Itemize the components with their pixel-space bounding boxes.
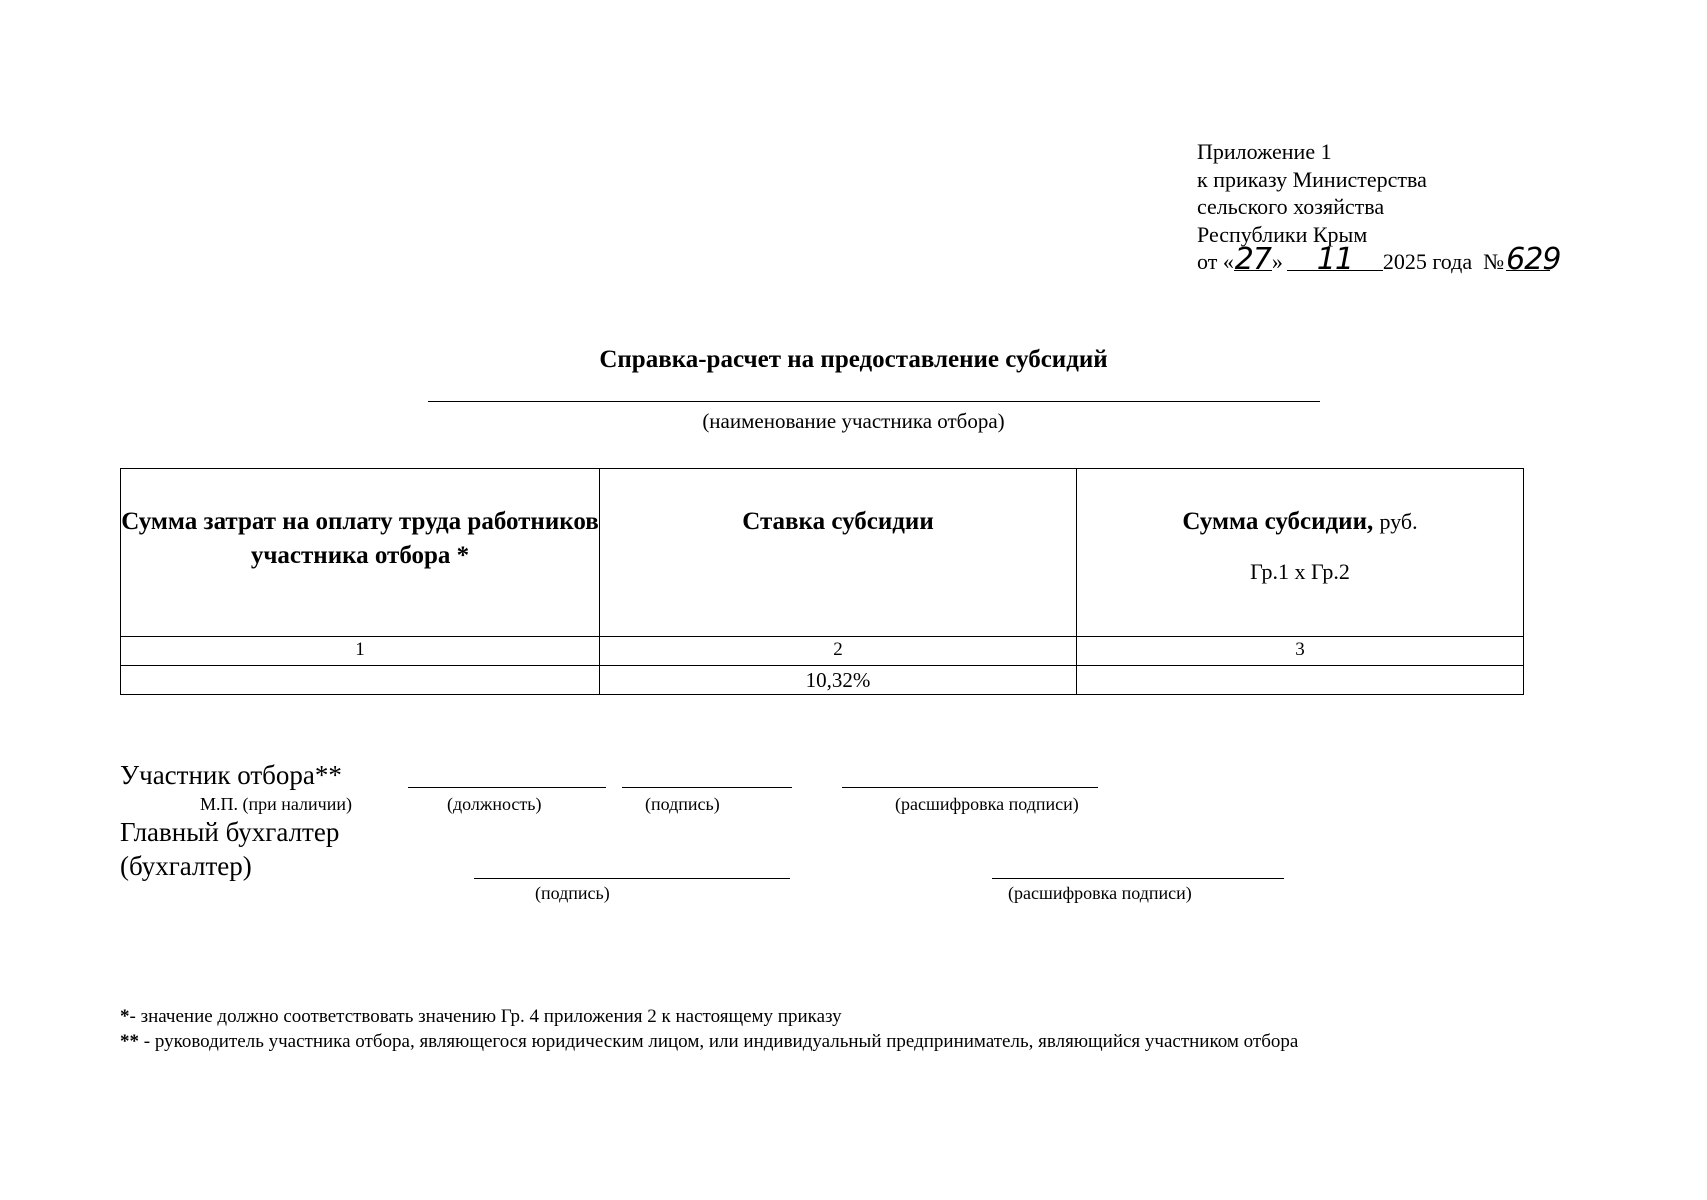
header-subsidy-amount: Сумма субсидии,: [1182, 508, 1374, 535]
handwritten-day: 27: [1234, 242, 1271, 277]
decoding-caption: (расшифровка подписи): [895, 794, 1079, 814]
signature-caption: (подпись): [645, 794, 720, 814]
accountant-label-note: (бухгалтер): [120, 851, 252, 881]
signature-line: [622, 787, 792, 788]
republic-line: Республики Крым: [1197, 221, 1368, 247]
number-sign: №: [1483, 249, 1505, 274]
appendix-number: Приложение 1: [1197, 139, 1332, 164]
footnote-2: [120, 1031, 1298, 1053]
header-unit: руб.: [1379, 509, 1418, 534]
footnote-mark: **: [120, 1031, 139, 1052]
header-cell-subsidy-amount: [1077, 469, 1524, 637]
header-cell-labor-costs: [121, 469, 600, 637]
column-numbers-row: [121, 637, 1524, 666]
participant-name-caption: (наименование участника отбора): [702, 409, 1005, 433]
footnote-text: - значение должно соответствовать значению Гр. 4 приложения 2 к настоящему приказу: [129, 1006, 842, 1027]
header-subsidy-amount-wrap: [1077, 505, 1523, 539]
header-formula: Гр.1 х Гр.2: [1250, 559, 1350, 584]
handwritten-order-number: 629: [1506, 242, 1561, 277]
participant-label: Участник отбора**: [120, 760, 342, 790]
column-number: 2: [600, 637, 1077, 666]
handwritten-month: 11: [1287, 250, 1383, 271]
footnote-text: - руководитель участника отбора, являющегося юридическим лицом, или индивидуальный предприниматель, являющийся участником отбора: [139, 1031, 1299, 1052]
year-text: 2025 года: [1382, 249, 1473, 274]
column-number: 1: [121, 637, 600, 666]
appendix-header: [1197, 138, 1657, 276]
accountant-decoding-line: [992, 878, 1284, 879]
date-prefix: от «: [1197, 249, 1234, 274]
values-row: [121, 666, 1524, 695]
subsidy-amount-value: [1077, 666, 1524, 695]
ministry-line: сельского хозяйства: [1197, 194, 1385, 219]
footnote-1: [120, 1006, 842, 1028]
header-cell-subsidy-rate: [600, 469, 1077, 637]
subsidy-calculation-table: [120, 468, 1524, 695]
labor-costs-value: [121, 666, 600, 695]
position-caption: (должность): [447, 794, 542, 814]
subsidy-rate-value: 10,32%: [600, 666, 1077, 695]
accountant-signature-line: [474, 878, 790, 879]
accountant-signature-caption: (подпись): [535, 883, 610, 903]
order-date-line: [1197, 242, 1657, 277]
header-labor-costs: Сумма затрат на оплату труда работников участника отбора *: [121, 508, 599, 569]
document-title: Справка-расчет на предоставление субсидий: [599, 346, 1108, 373]
participant-name-line: [428, 401, 1320, 402]
decoding-line: [842, 787, 1098, 788]
accountant-decoding-caption: (расшифровка подписи): [1008, 883, 1192, 903]
order-reference-line: к приказу Министерства: [1197, 166, 1427, 192]
header-subsidy-rate: Ставка субсидии: [742, 508, 934, 535]
table-header-row: [121, 469, 1524, 637]
stamp-caption: М.П. (при наличии): [200, 794, 352, 814]
column-number: 3: [1077, 637, 1524, 666]
date-mid: »: [1271, 249, 1283, 274]
accountant-label: Главный бухгалтер: [120, 817, 340, 847]
footnote-mark: *: [120, 1006, 130, 1027]
position-line: [408, 787, 606, 788]
